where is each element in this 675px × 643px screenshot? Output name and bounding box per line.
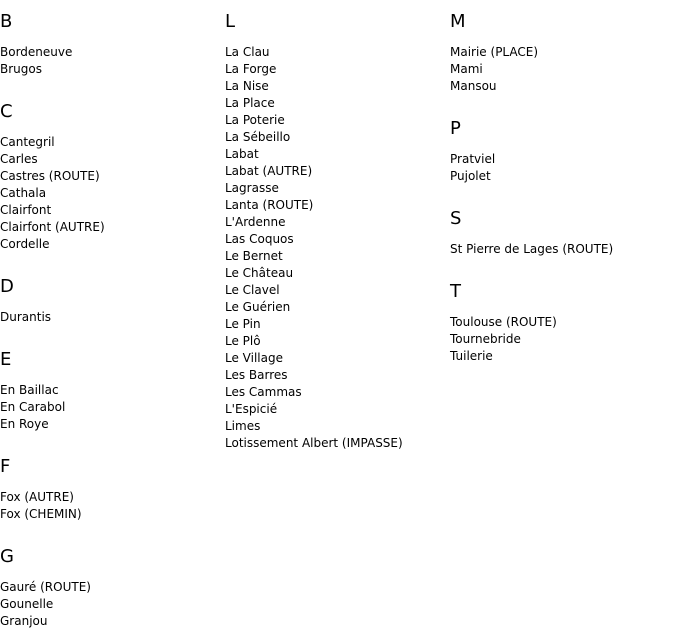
letter-heading: M [450,11,466,32]
letter-heading: C [0,101,13,122]
street-item[interactable]: Lotissement Albert (IMPASSE) [225,436,403,450]
street-list [0,489,224,523]
street-item[interactable]: Durantis [0,310,52,324]
street-item[interactable]: Clairfont [0,203,52,217]
street-item[interactable]: Clairfont (AUTRE) [0,220,105,234]
street-item[interactable]: L'Ardenne [225,215,286,229]
letter-group-b [0,10,224,78]
letter-heading: E [0,349,12,370]
street-item[interactable]: Le Bernet [225,249,283,263]
street-list [0,309,224,326]
street-item[interactable]: Mami [450,62,483,76]
street-item[interactable]: La Sébeillo [225,130,291,144]
street-item[interactable]: Cathala [0,186,47,200]
letter-heading: D [0,276,14,297]
letter-group-f [0,455,224,523]
street-item[interactable]: Granjou [0,614,48,628]
street-item[interactable]: En Carabol [0,400,66,414]
letter-heading: B [0,11,13,32]
street-item[interactable]: En Baillac [0,383,59,397]
street-list [0,579,224,630]
letter-group-e [0,348,224,433]
letter-group-t [450,280,674,365]
street-item[interactable]: La Forge [225,62,277,76]
street-item[interactable]: Carles [0,152,38,166]
letter-group-g [0,545,224,630]
street-item[interactable]: Pujolet [450,169,491,183]
street-list [0,134,224,253]
street-item[interactable]: Gauré (ROUTE) [0,580,91,594]
street-item[interactable]: Le Pin [225,317,261,331]
street-item[interactable]: Las Coquos [225,232,294,246]
street-item[interactable]: Le Château [225,266,294,280]
letter-heading: T [450,281,461,302]
letter-heading: L [225,11,236,32]
letter-group-p [450,117,674,185]
street-list [450,151,674,185]
street-item[interactable]: Labat [225,147,259,161]
street-item[interactable]: Le Plô [225,334,261,348]
letter-group-m [450,10,674,95]
letter-group-c [0,100,224,253]
letter-heading: P [450,118,461,139]
street-item[interactable]: Tournebride [450,332,521,346]
letter-heading: G [0,546,14,567]
street-item[interactable]: Cordelle [0,237,50,251]
street-item[interactable]: Castres (ROUTE) [0,169,100,183]
street-item[interactable]: Le Guérien [225,300,291,314]
letter-group-s [450,207,674,258]
street-item[interactable]: Les Barres [225,368,288,382]
street-item[interactable]: Pratviel [450,152,496,166]
street-column-2 [225,10,449,474]
street-item[interactable]: Limes [225,419,261,433]
street-item[interactable]: Bordeneuve [0,45,73,59]
street-list [225,44,449,452]
street-list [0,44,224,78]
street-item[interactable]: La Poterie [225,113,285,127]
street-item[interactable]: En Roye [0,417,49,431]
street-item[interactable]: Toulouse (ROUTE) [450,315,557,329]
street-item[interactable]: Fox (CHEMIN) [0,507,82,521]
street-item[interactable]: Brugos [0,62,42,76]
street-item[interactable]: Fox (AUTRE) [0,490,74,504]
street-item[interactable]: Tuilerie [450,349,493,363]
letter-heading: F [0,456,11,477]
street-item[interactable]: Mairie (PLACE) [450,45,539,59]
street-item[interactable]: Lanta (ROUTE) [225,198,314,212]
street-item[interactable]: Le Village [225,351,283,365]
street-list [450,241,674,258]
street-column-1 [0,10,224,643]
street-list [450,44,674,95]
street-item[interactable]: La Clau [225,45,270,59]
letter-group-d [0,275,224,326]
street-item[interactable]: La Nise [225,79,269,93]
letter-group-l [225,10,449,452]
street-item[interactable]: Labat (AUTRE) [225,164,313,178]
street-item[interactable]: Le Clavel [225,283,280,297]
letter-heading: S [450,208,462,229]
street-item[interactable]: Gounelle [0,597,54,611]
street-item[interactable]: La Place [225,96,275,110]
street-item[interactable]: Lagrasse [225,181,279,195]
street-list [0,382,224,433]
street-item[interactable]: Les Cammas [225,385,302,399]
street-item[interactable]: L'Espicié [225,402,278,416]
street-item[interactable]: Cantegril [0,135,55,149]
street-item[interactable]: St Pierre de Lages (ROUTE) [450,242,614,256]
street-item[interactable]: Mansou [450,79,497,93]
street-column-3 [450,10,674,387]
street-list [450,314,674,365]
